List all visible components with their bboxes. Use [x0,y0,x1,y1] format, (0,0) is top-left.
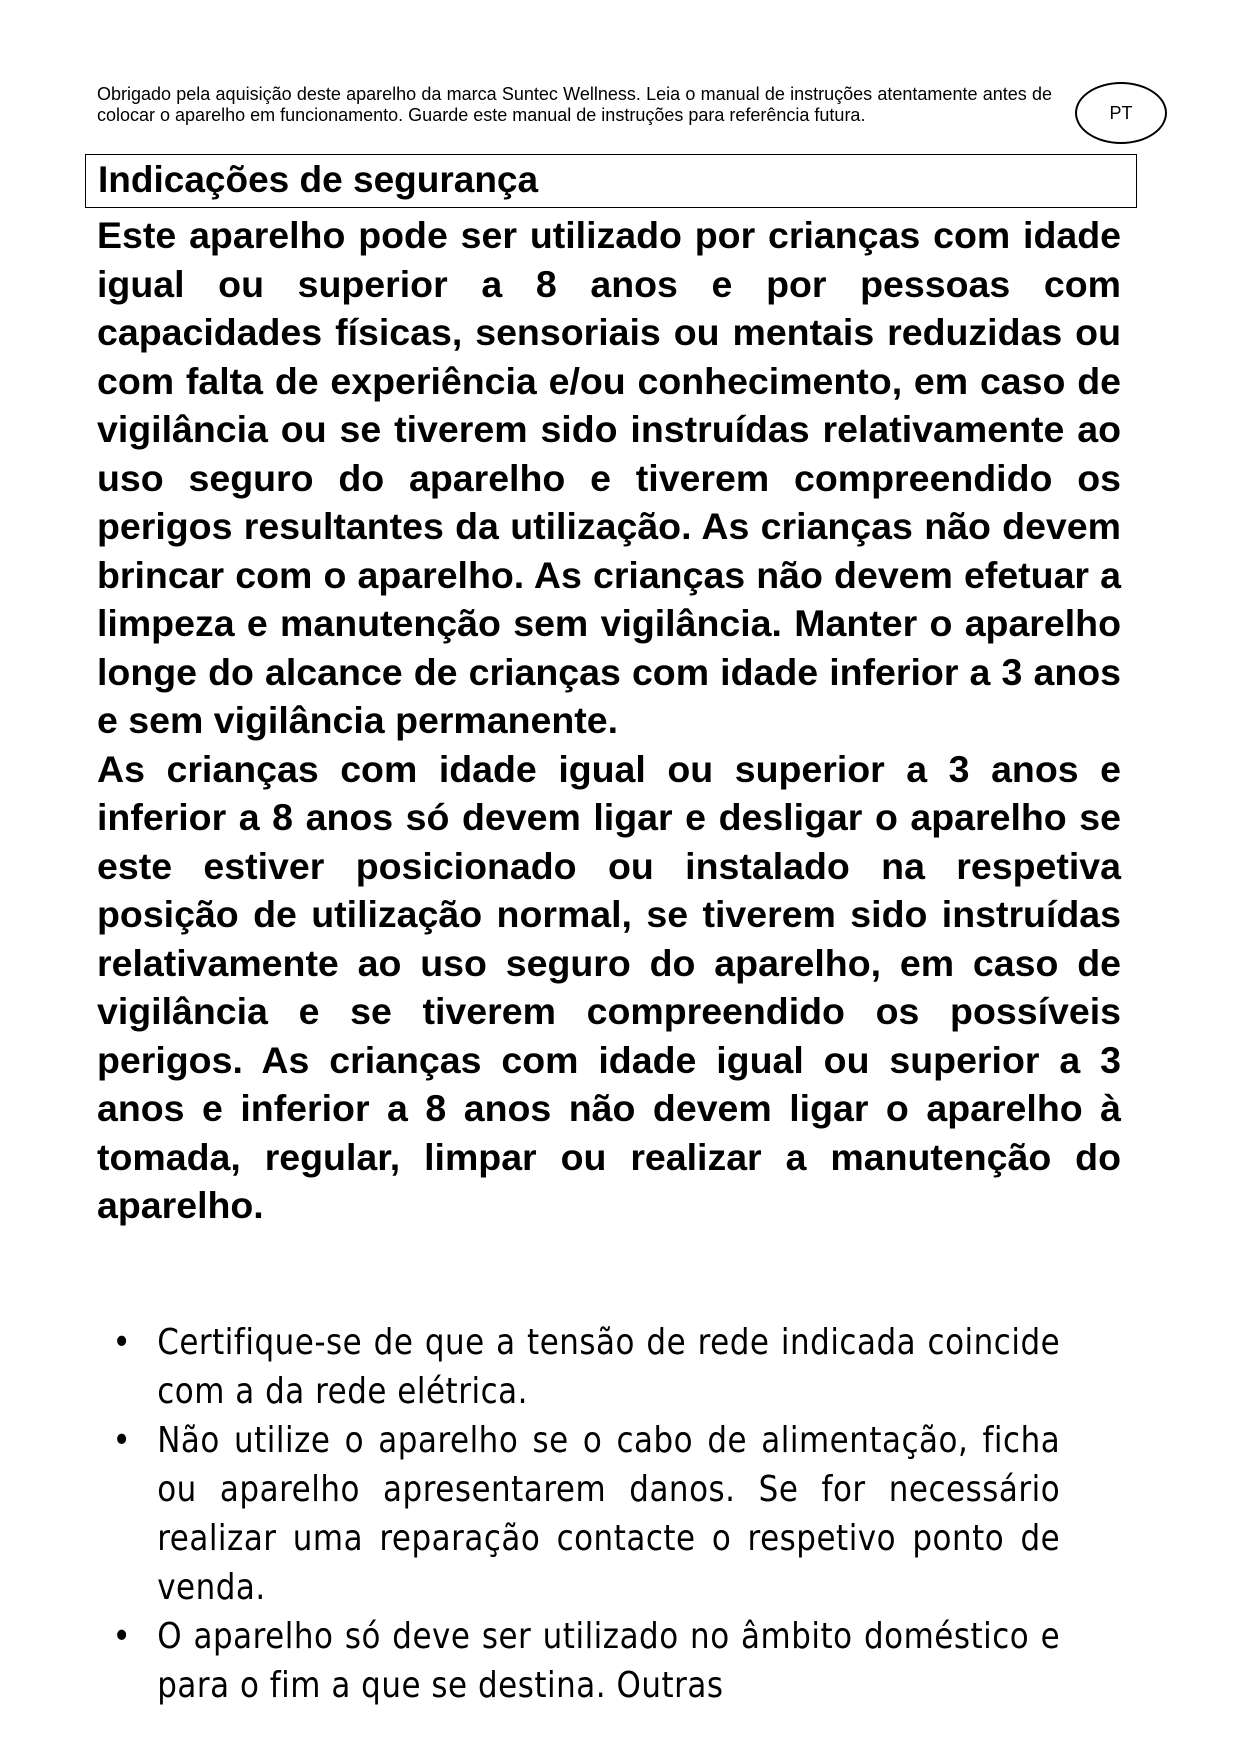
language-code: PT [1109,102,1133,123]
bullet-icon: • [112,1322,132,1363]
list-item [97,1416,1060,1612]
warning-paragraph-1: Este aparelho pode ser utilizado por crianças com idade igual ou superior a 8 anos e por pessoas com capacidades físicas, sensoriais ou mentais reduzidas ou com falta de experiência e/ou conhecimento, em caso de vigilância ou se tiverem sido instruídas relativamente ao uso seguro do aparelho e tiverem compreendido os perigos resultantes da utilização. As crianças não devem brincar com o aparelho. As crianças não devem efetuar a limpeza e manutenção sem vigilância. Manter o aparelho longe do alcance de crianças com idade inferior a 3 anos e sem vigilância permanente. [97,214,1121,741]
bullet-icon: • [112,1616,132,1657]
intro-text: Obrigado pela aquisição deste aparelho da marca Suntec Wellness. Leia o manual de instruções atentamente antes de colocar o aparelho em funcionamento. Guarde este manual de instruções para referência futura. [97,84,1052,125]
list-item [97,1612,1060,1710]
list-item [97,1318,1060,1416]
section-title: Indicações de segurança [98,159,539,200]
safety-bullet-list [97,1318,1061,1710]
list-item-text: Certifique-se de que a tensão de rede indicada coincide com a da rede elétrica. [157,1322,1061,1412]
warning-paragraph-2: As crianças com idade igual ou superior a 3 anos e inferior a 8 anos só devem ligar e desligar o aparelho se este estiver posicionado ou instalado na respetiva posição de utilização normal, se tiverem sido instruídas relativamente ao uso seguro do aparelho, em caso de vigilância e se tiverem compreendido os possíveis perigos. As crianças com idade igual ou superior a 3 anos e inferior a 8 anos não devem ligar o aparelho à tomada, regular, limpar ou realizar a manutenção do aparelho. [97,747,1121,1226]
list-item-text: Não utilize o aparelho se o cabo de alimentação, ficha ou aparelho apresentarem danos. Se for necessário realizar uma reparação contacte o respetivo ponto de venda. [157,1420,1061,1608]
list-item-text: O aparelho só deve ser utilizado no âmbito doméstico e para o fim a que se destina. Outras [157,1616,1061,1706]
section-heading-box [85,154,1137,208]
bullet-icon: • [112,1420,132,1461]
safety-warning [97,211,1121,1230]
language-badge [1075,82,1167,144]
